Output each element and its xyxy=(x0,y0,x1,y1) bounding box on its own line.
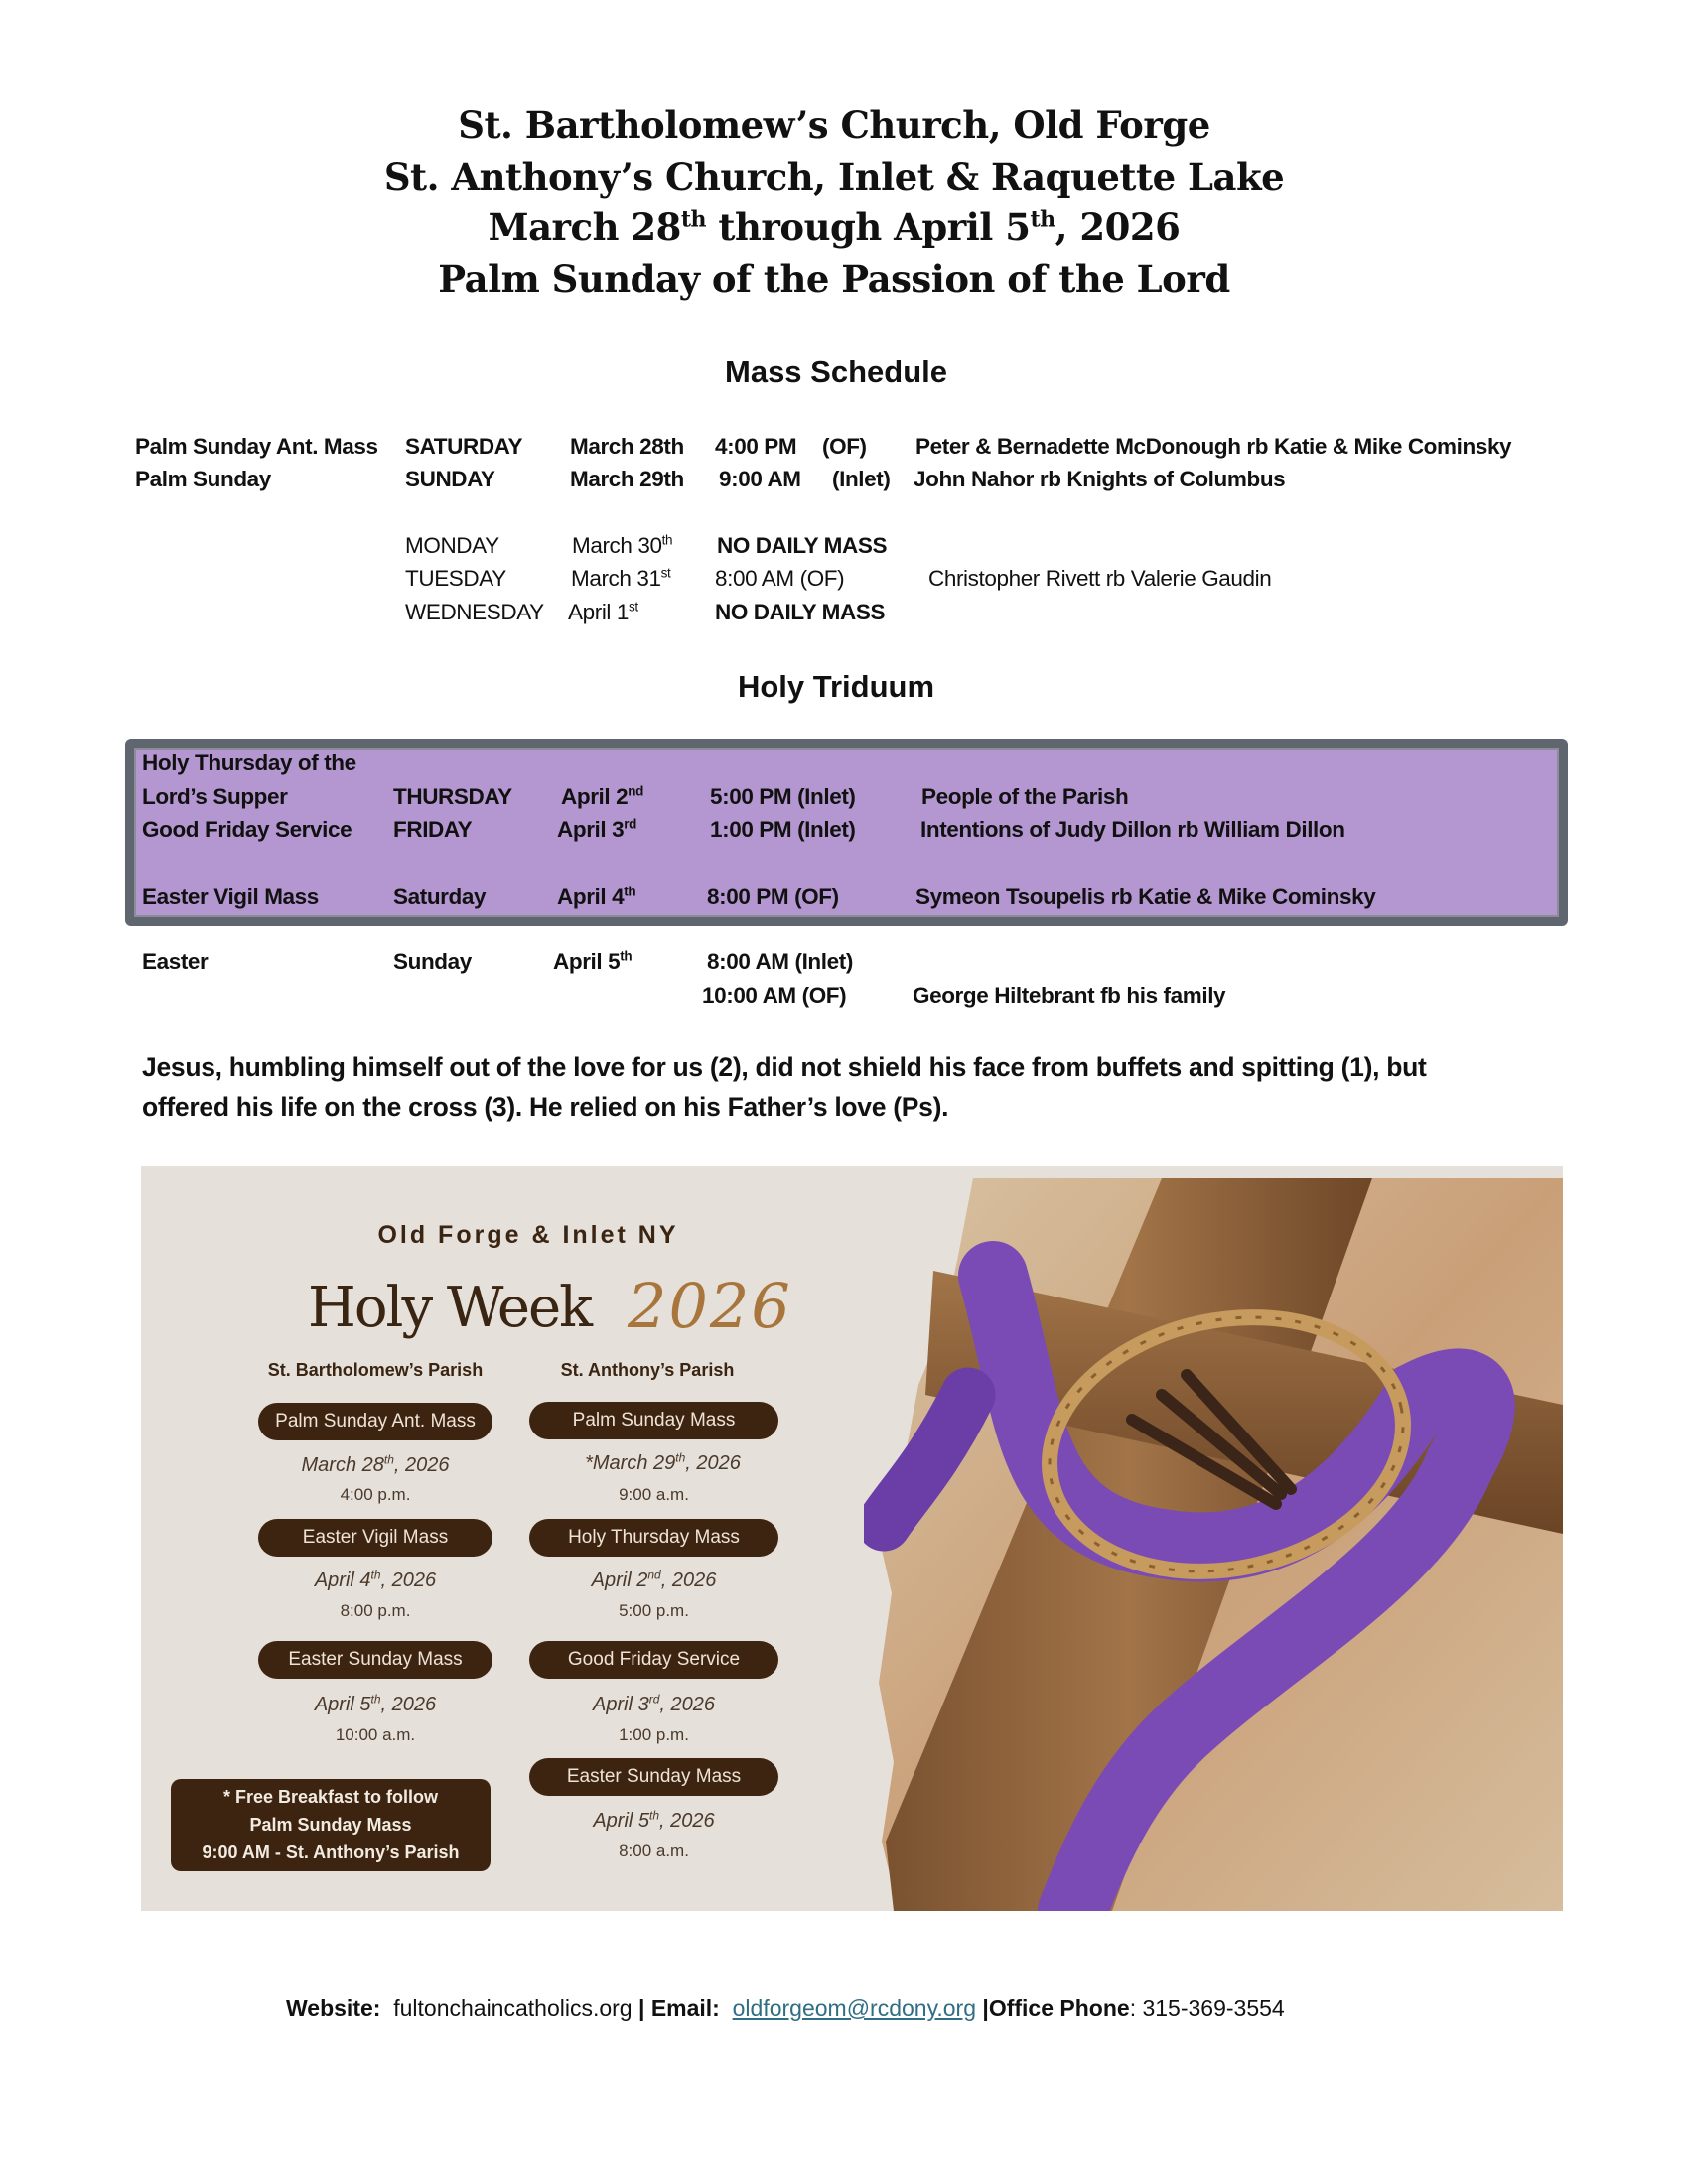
daily-time: 8:00 AM (OF) xyxy=(715,566,845,591)
event-date: April 3rd, 2026 xyxy=(593,1692,715,1715)
triduum-intention: Symeon Tsoupelis rb Katie & Mike Cominsky xyxy=(915,885,1376,909)
daily-date: April 1st xyxy=(568,599,638,624)
mass-intention: Peter & Bernadette McDonough rb Katie & Mike Cominsky xyxy=(915,434,1512,459)
daily-day: WEDNESDAY xyxy=(405,600,544,624)
triduum-time: 1:00 PM (Inlet) xyxy=(710,817,856,842)
event-time: 5:00 p.m. xyxy=(619,1601,689,1620)
triduum-name: Good Friday Service xyxy=(142,817,352,842)
holy-week-flyer xyxy=(141,1166,1563,1911)
daily-day: TUESDAY xyxy=(405,566,506,591)
daily-date: March 30th xyxy=(572,532,673,558)
mass-schedule-heading: Mass Schedule xyxy=(725,354,947,389)
mass-date: March 28th xyxy=(570,434,684,459)
event-date: April 5th, 2026 xyxy=(593,1808,715,1832)
church-name-old-forge: St. Bartholomew’s Church, Old Forge xyxy=(458,103,1210,147)
website-label: Website: xyxy=(286,1995,381,2021)
mass-intention: John Nahor rb Knights of Columbus xyxy=(914,467,1286,491)
daily-intention: Christopher Rivett rb Valerie Gaudin xyxy=(928,566,1272,591)
liturgical-day: Palm Sunday of the Passion of the Lord xyxy=(438,257,1230,301)
mass-time: 9:00 AM xyxy=(719,467,801,491)
event-date: March 28th, 2026 xyxy=(301,1452,450,1476)
triduum-day: Saturday xyxy=(393,885,487,909)
event-pill: Easter Vigil Mass xyxy=(258,1519,492,1557)
daily-day: MONDAY xyxy=(405,533,499,558)
event-date: *March 29th, 2026 xyxy=(585,1450,741,1474)
triduum-date: April 3rd xyxy=(557,816,636,842)
easter-day: Sunday xyxy=(393,949,472,974)
note-line: Palm Sunday Mass xyxy=(249,1815,412,1835)
separator: | xyxy=(976,1995,989,2021)
easter-intention: George Hiltebrant fb his family xyxy=(913,983,1226,1008)
parish-heading-st-bartholomew: St. Bartholomew’s Parish xyxy=(267,1360,484,1380)
triduum-name: Easter Vigil Mass xyxy=(142,885,319,909)
event-pill: Easter Sunday Mass xyxy=(529,1758,778,1796)
daily-time: NO DAILY MASS xyxy=(717,533,888,558)
easter-name: Easter xyxy=(142,949,209,974)
mass-location: (OF) xyxy=(822,434,867,459)
cross-crown-of-thorns-photo xyxy=(864,1166,1563,1911)
date-range: March 28th through April 5th, 2026 xyxy=(488,205,1181,249)
note-line: * Free Breakfast to follow xyxy=(222,1787,439,1807)
triduum-time: 8:00 PM (OF) xyxy=(707,885,839,909)
mass-day: SATURDAY xyxy=(405,434,523,459)
contact-footer xyxy=(286,1995,1285,2022)
triduum-day: THURSDAY xyxy=(393,784,512,809)
mass-time: 4:00 PM xyxy=(715,434,797,459)
reflection-line-2: offered his life on the cross (3). He relied on his Father’s love (Ps). xyxy=(142,1092,949,1122)
free-breakfast-note xyxy=(171,1779,491,1871)
note-line: 9:00 AM - St. Anthony’s Parish xyxy=(202,1843,460,1862)
event-time: 8:00 p.m. xyxy=(340,1601,411,1620)
flyer-title: Holy Week xyxy=(308,1276,592,1340)
parish-heading-st-anthony: St. Anthony’s Parish xyxy=(560,1360,735,1380)
event-pill: Good Friday Service xyxy=(529,1641,778,1679)
website-link[interactable]: fultonchaincatholics.org xyxy=(393,1995,633,2021)
event-time: 9:00 a.m. xyxy=(619,1485,689,1504)
email-label: Email: xyxy=(650,1995,720,2021)
mass-name: Palm Sunday Ant. Mass xyxy=(135,434,378,459)
triduum-date: April 2nd xyxy=(561,783,643,809)
event-pill: Holy Thursday Mass xyxy=(529,1519,778,1557)
email-link[interactable]: oldforgeom@rcdony.org xyxy=(732,1995,976,2021)
event-date: April 2nd, 2026 xyxy=(591,1568,717,1591)
church-name-inlet: St. Anthony’s Church, Inlet & Raquette Lake xyxy=(383,155,1285,199)
mass-date: March 29th xyxy=(570,467,684,491)
daily-time: NO DAILY MASS xyxy=(715,600,886,624)
event-pill: Palm Sunday Ant. Mass xyxy=(258,1403,492,1440)
triduum-intention: People of the Parish xyxy=(921,784,1129,809)
phone-label: Office Phone xyxy=(988,1995,1130,2021)
separator: | xyxy=(632,1995,651,2021)
mass-location: (Inlet) xyxy=(832,467,891,491)
easter-date: April 5th xyxy=(553,948,633,974)
event-pill: Palm Sunday Mass xyxy=(529,1402,778,1439)
event-time: 1:00 p.m. xyxy=(619,1725,689,1744)
mass-day: SUNDAY xyxy=(405,467,495,491)
event-time: 10:00 a.m. xyxy=(335,1725,416,1744)
event-time: 8:00 a.m. xyxy=(619,1842,689,1860)
flyer-location: Old Forge & Inlet NY xyxy=(377,1221,679,1249)
triduum-time: 5:00 PM (Inlet) xyxy=(710,784,856,809)
triduum-intention: Intentions of Judy Dillon rb William Dillon xyxy=(920,817,1345,842)
reflection-line-1: Jesus, humbling himself out of the love for us (2), did not shield his face from buffets and spitting (1), but xyxy=(142,1052,1427,1082)
easter-time-2: 10:00 AM (OF) xyxy=(702,983,847,1008)
triduum-name: Lord’s Supper xyxy=(142,784,288,809)
daily-date: March 31st xyxy=(571,565,671,591)
event-date: April 4th, 2026 xyxy=(314,1568,437,1591)
triduum-name: Holy Thursday of the xyxy=(142,751,356,775)
phone-number: : 315-369-3554 xyxy=(1129,1995,1285,2021)
triduum-date: April 4th xyxy=(557,884,636,909)
event-date: April 5th, 2026 xyxy=(314,1692,437,1715)
mass-name: Palm Sunday xyxy=(135,467,271,491)
easter-time-1: 8:00 AM (Inlet) xyxy=(707,949,853,974)
holy-triduum-heading: Holy Triduum xyxy=(737,669,935,704)
event-pill: Easter Sunday Mass xyxy=(258,1641,492,1679)
triduum-day: FRIDAY xyxy=(393,817,473,842)
event-time: 4:00 p.m. xyxy=(340,1485,411,1504)
flyer-year: 2026 xyxy=(628,1270,792,1342)
